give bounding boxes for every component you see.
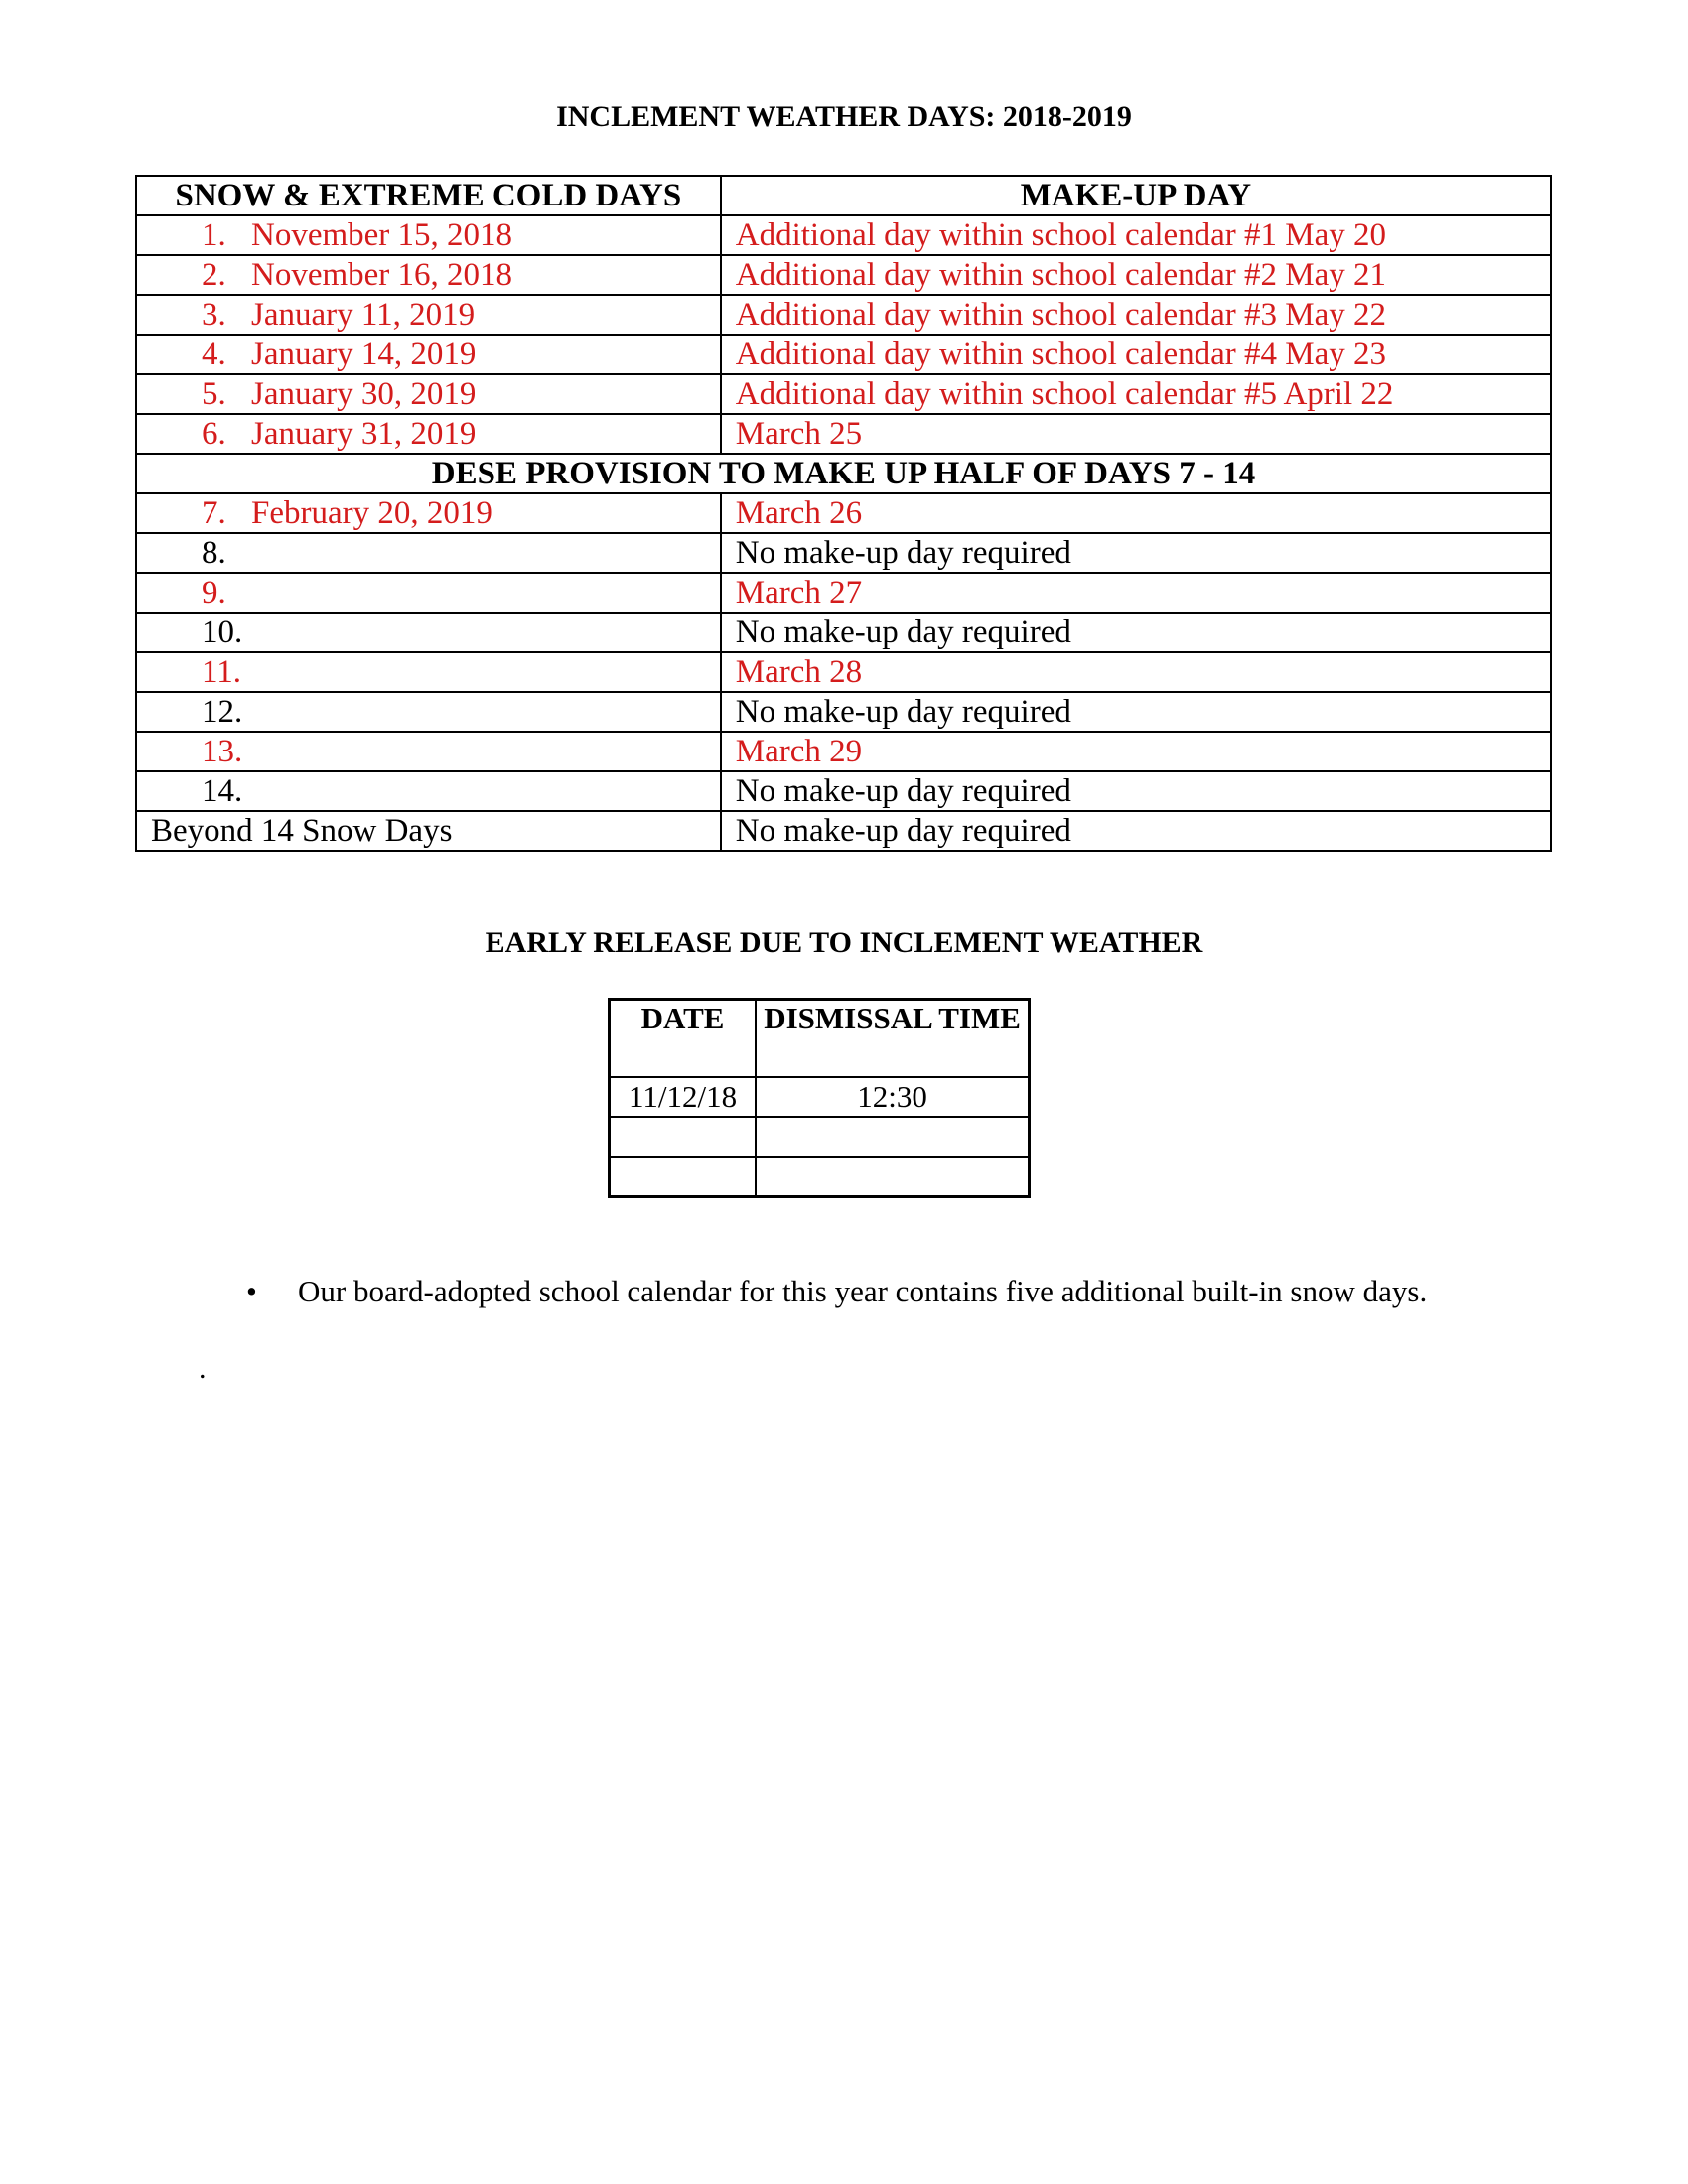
day-number: 6. <box>202 416 226 452</box>
table-row <box>136 295 1551 335</box>
day-number: 8. <box>202 535 226 571</box>
makeup-day-cell: No make-up day required <box>721 692 1551 732</box>
snow-day-cell <box>136 613 721 652</box>
day-number: 4. <box>202 337 226 372</box>
makeup-day-cell: March 28 <box>721 652 1551 692</box>
early-release-table <box>608 998 1031 1198</box>
table-row <box>136 255 1551 295</box>
header-date: DATE <box>610 1000 757 1078</box>
snow-day-cell <box>136 414 721 454</box>
note-bullet <box>246 1273 1458 1310</box>
snow-day-cell <box>136 215 721 255</box>
makeup-day-cell: Additional day within school calendar #1 May 20 <box>721 215 1551 255</box>
day-date: February 20, 2019 <box>251 495 492 531</box>
makeup-day-cell: No make-up day required <box>721 771 1551 811</box>
table-row <box>136 771 1551 811</box>
table-row <box>136 414 1551 454</box>
dese-rows <box>136 493 1551 811</box>
day-date: January 11, 2019 <box>251 297 476 333</box>
early-row <box>610 1117 1030 1157</box>
table-row <box>136 493 1551 533</box>
day-number: 3. <box>202 297 226 333</box>
makeup-day-cell: Additional day within school calendar #3 May 22 <box>721 295 1551 335</box>
day-date: November 15, 2018 <box>251 217 513 253</box>
beyond-makeup: No make-up day required <box>721 811 1551 851</box>
header-snow-days: SNOW & EXTREME COLD DAYS <box>136 176 721 215</box>
snow-days-rows <box>136 215 1551 454</box>
snow-day-cell <box>136 295 721 335</box>
day-number: 1. <box>202 217 226 253</box>
day-date: January 14, 2019 <box>251 337 477 372</box>
beyond-label: Beyond 14 Snow Days <box>136 811 721 851</box>
makeup-day-cell: March 25 <box>721 414 1551 454</box>
snow-days-table <box>135 175 1552 852</box>
page-title: INCLEMENT WEATHER DAYS: 2018-2019 <box>556 100 1132 133</box>
beyond-row <box>136 811 1551 851</box>
makeup-day-cell: March 26 <box>721 493 1551 533</box>
table-row <box>136 613 1551 652</box>
table-row <box>136 533 1551 573</box>
early-date <box>610 1117 757 1157</box>
header-dismissal-time: DISMISSAL TIME <box>756 1000 1029 1078</box>
snow-day-cell <box>136 335 721 374</box>
makeup-day-cell: Additional day within school calendar #2 May 21 <box>721 255 1551 295</box>
snow-day-cell <box>136 533 721 573</box>
day-date: January 30, 2019 <box>251 376 477 412</box>
bullet-icon: • <box>246 1274 257 1308</box>
snow-day-cell <box>136 692 721 732</box>
snow-day-cell <box>136 493 721 533</box>
header-makeup-day: MAKE-UP DAY <box>721 176 1551 215</box>
early-release-title: EARLY RELEASE DUE TO INCLEMENT WEATHER <box>485 926 1203 959</box>
day-number: 10. <box>202 614 243 650</box>
snow-day-cell <box>136 652 721 692</box>
day-number: 2. <box>202 257 226 293</box>
snow-day-cell <box>136 255 721 295</box>
table-row <box>136 692 1551 732</box>
day-number: 9. <box>202 575 226 611</box>
day-number: 5. <box>202 376 226 412</box>
day-number: 12. <box>202 694 243 730</box>
snow-day-cell <box>136 374 721 414</box>
early-row <box>610 1157 1030 1197</box>
day-date: November 16, 2018 <box>251 257 513 293</box>
dese-section-label: DESE PROVISION TO MAKE UP HALF OF DAYS 7 - 14 <box>136 454 1551 493</box>
day-date: January 31, 2019 <box>251 416 477 452</box>
makeup-day-cell: No make-up day required <box>721 613 1551 652</box>
makeup-day-cell: March 29 <box>721 732 1551 771</box>
table-row <box>136 573 1551 613</box>
makeup-day-cell: Additional day within school calendar #4 May 23 <box>721 335 1551 374</box>
dese-section-row <box>136 454 1551 493</box>
table-row <box>136 215 1551 255</box>
early-time: 12:30 <box>756 1077 1029 1117</box>
table-row <box>136 732 1551 771</box>
snow-day-cell <box>136 771 721 811</box>
table-row <box>136 374 1551 414</box>
table-header-row <box>136 176 1551 215</box>
early-time <box>756 1157 1029 1197</box>
table-row <box>136 652 1551 692</box>
makeup-day-cell: No make-up day required <box>721 533 1551 573</box>
stray-mark: . <box>199 1352 207 1385</box>
table-row <box>136 335 1551 374</box>
snow-day-cell <box>136 732 721 771</box>
day-number: 7. <box>202 495 226 531</box>
note-text: Our board-adopted school calendar for this year contains five additional built-in snow days. <box>298 1274 1428 1308</box>
early-date <box>610 1157 757 1197</box>
makeup-day-cell: March 27 <box>721 573 1551 613</box>
day-number: 11. <box>202 654 242 690</box>
early-date: 11/12/18 <box>610 1077 757 1117</box>
makeup-day-cell: Additional day within school calendar #5 April 22 <box>721 374 1551 414</box>
early-time <box>756 1117 1029 1157</box>
day-number: 14. <box>202 773 243 809</box>
day-number: 13. <box>202 734 243 769</box>
snow-day-cell <box>136 573 721 613</box>
early-header-row <box>610 1000 1030 1078</box>
early-row <box>610 1077 1030 1117</box>
